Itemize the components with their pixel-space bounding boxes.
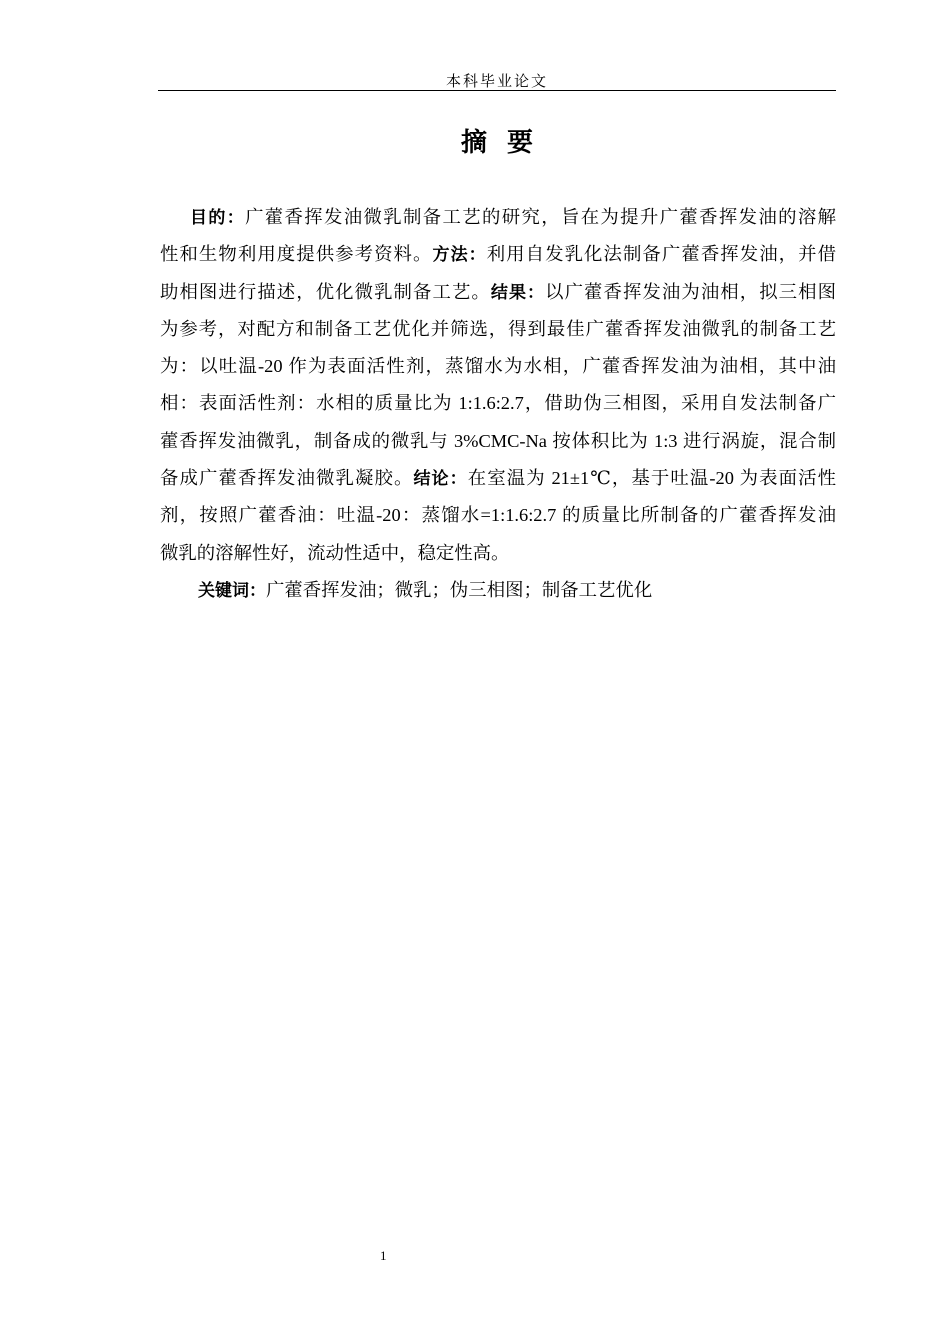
text: 在室温为 21±1℃，基于吐温-20 为表面活性: [467, 468, 836, 489]
abstract-line: [160, 352, 836, 389]
abstract-body: [160, 203, 836, 613]
keywords-line: [160, 576, 836, 613]
abstract-line: [160, 389, 836, 426]
title-char: 要: [507, 128, 534, 158]
text: 广藿香挥发油微乳制备工艺的研究，旨在为提升广藿香挥发油的溶解: [245, 207, 836, 227]
text: 性和生物利用度提供参考资料。: [160, 244, 433, 265]
running-header: 本科毕业论文: [445, 74, 548, 90]
text: 为：以吐温-20 作为表面活性剂，蒸馏水为水相，广藿香挥发油为油相，其中油: [160, 356, 836, 377]
text: 为参考，对配方和制备工艺优化并筛选，得到最佳广藿香挥发油微乳的制备工艺: [160, 318, 836, 339]
header-rule: [158, 90, 836, 91]
text: 微乳的溶解性好，流动性适中，稳定性高。: [160, 542, 510, 563]
label-purpose: 目的：: [190, 208, 246, 228]
page-title: [158, 122, 836, 159]
abstract-line: [160, 539, 836, 576]
text: 助相图进行描述，优化微乳制备工艺。: [160, 281, 491, 302]
keywords: 广藿香挥发油；微乳；伪三相图；制备工艺优化: [266, 579, 653, 600]
label-conclusion: 结论：: [413, 469, 468, 490]
title-char: 摘: [460, 128, 487, 158]
abstract-line: [160, 240, 836, 277]
label-method: 方法：: [432, 245, 487, 266]
text: 相：表面活性剂：水相的质量比为 1:1.6:2.7，借助伪三相图，采用自发法制备广: [160, 393, 836, 414]
page-number: 1: [380, 1248, 387, 1263]
text: 利用自发乳化法制备广藿香挥发油，并借: [486, 244, 836, 265]
abstract-line: [160, 315, 836, 352]
abstract-line: [160, 501, 836, 538]
text: 以广藿香挥发油为油相，拟三相图: [545, 281, 836, 302]
text: 藿香挥发油微乳，制备成的微乳与 3%CMC-Na 按体积比为 1:3 进行涡旋，混合制: [160, 430, 836, 451]
text: 备成广藿香挥发油微乳凝胶。: [160, 468, 414, 489]
abstract-line: [160, 464, 836, 501]
abstract-line: [160, 278, 836, 315]
abstract-line: [160, 203, 836, 240]
abstract-line: [160, 427, 836, 464]
label-result: 结果：: [490, 282, 546, 303]
text: 剂，按照广藿香油：吐温-20：蒸馏水=1:1.6:2.7 的质量比所制备的广藿香挥发油: [160, 505, 836, 526]
keywords-label: 关键词：: [198, 580, 266, 601]
